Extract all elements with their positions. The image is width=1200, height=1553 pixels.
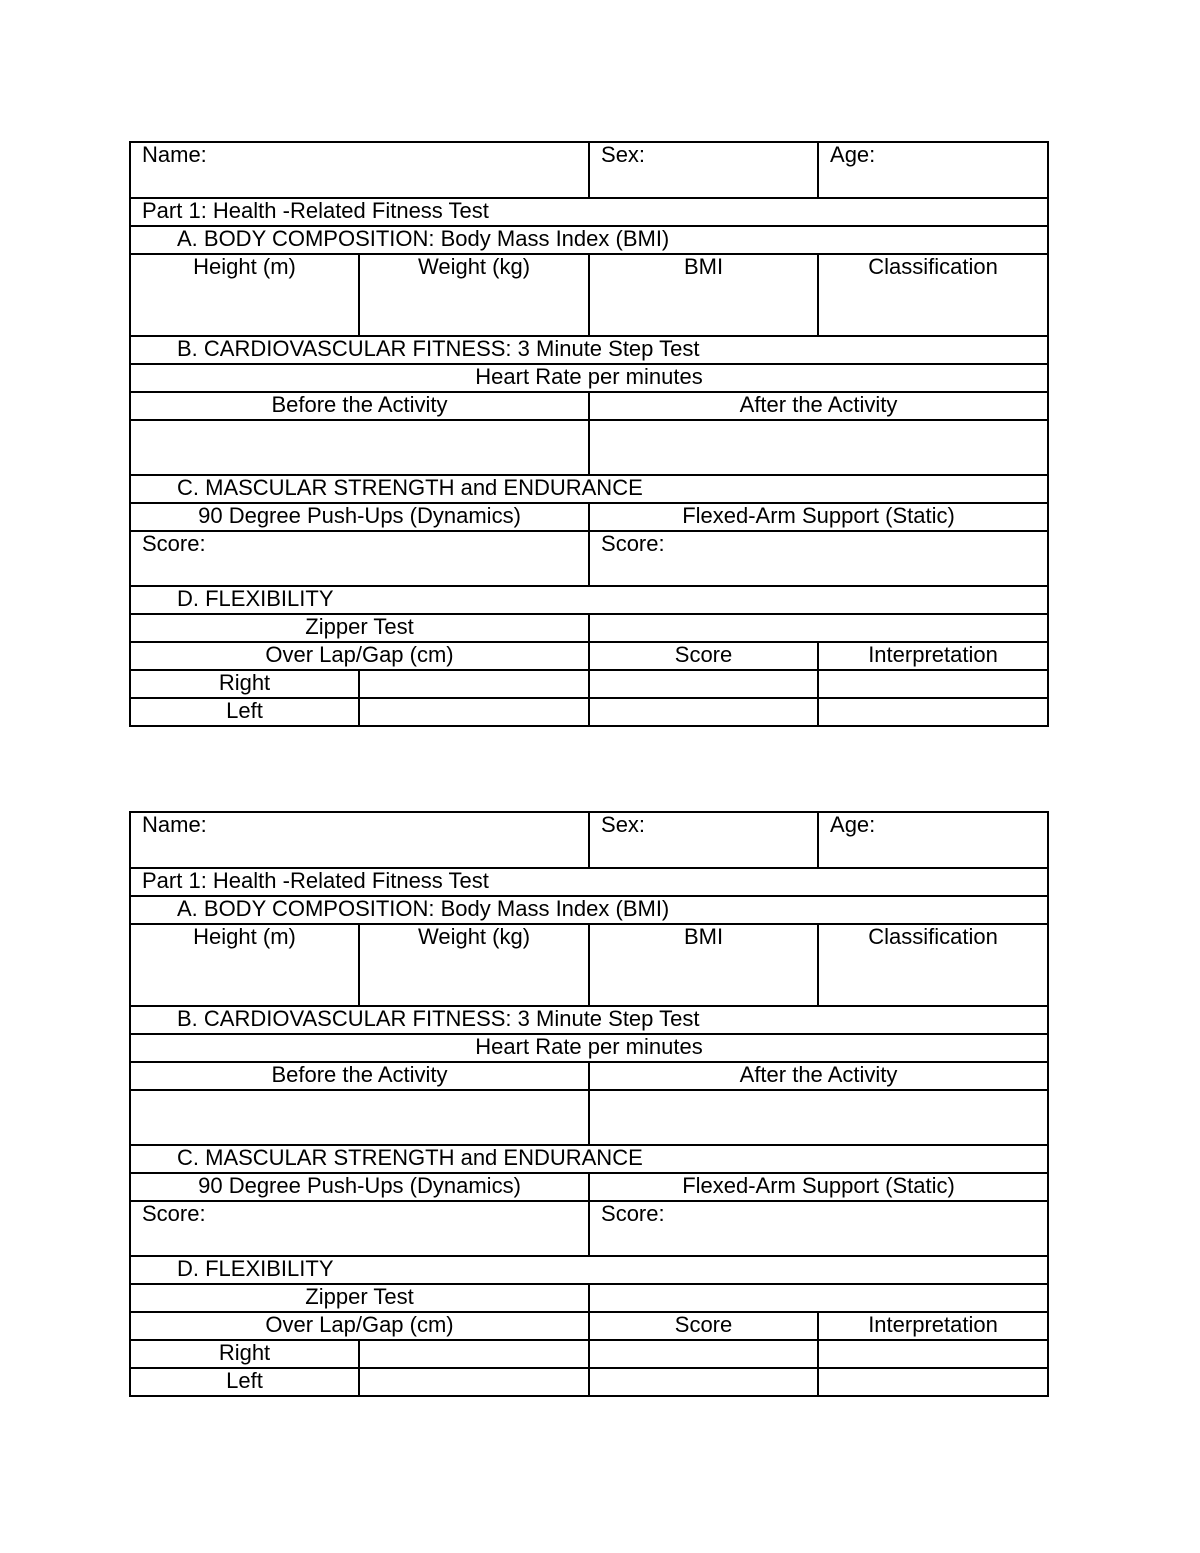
after-activity-input[interactable] xyxy=(589,420,1048,475)
pushups-score-field[interactable] xyxy=(130,531,589,586)
classification-cell[interactable] xyxy=(818,254,1048,336)
weight-label: Weight (kg) xyxy=(417,254,531,279)
fitness-form-2 xyxy=(129,811,1049,1397)
name-field[interactable] xyxy=(130,812,589,868)
name-label: Name: xyxy=(142,812,207,837)
section-a-title: A. BODY COMPOSITION: Body Mass Index (BMI) xyxy=(130,226,1048,254)
left-score-input[interactable] xyxy=(589,1368,818,1396)
zipper-test-heading: Zipper Test xyxy=(130,1284,589,1312)
before-activity-input[interactable] xyxy=(130,1090,589,1145)
weight-label: Weight (kg) xyxy=(417,924,531,949)
flexed-arm-heading: Flexed-Arm Support (Static) xyxy=(589,503,1048,531)
section-c-title: C. MASCULAR STRENGTH and ENDURANCE xyxy=(130,475,1048,503)
sex-field[interactable] xyxy=(589,142,818,198)
zipper-blank-cell xyxy=(589,1284,1048,1312)
bmi-row xyxy=(130,924,1048,1006)
age-field[interactable] xyxy=(818,142,1048,198)
heart-rate-heading: Heart Rate per minutes xyxy=(130,1034,1048,1062)
after-activity-heading: After the Activity xyxy=(589,1062,1048,1090)
classification-label: Classification xyxy=(868,924,998,949)
after-activity-input[interactable] xyxy=(589,1090,1048,1145)
bmi-label: BMI xyxy=(683,924,724,949)
section-b-title: B. CARDIOVASCULAR FITNESS: 3 Minute Step Test xyxy=(130,336,1048,364)
section-a-title: A. BODY COMPOSITION: Body Mass Index (BMI) xyxy=(130,896,1048,924)
classification-label: Classification xyxy=(868,254,998,279)
pushups-score-field[interactable] xyxy=(130,1201,589,1256)
flexed-arm-score-field[interactable] xyxy=(589,531,1048,586)
right-label: Right xyxy=(130,1340,359,1368)
right-interpretation-input[interactable] xyxy=(818,1340,1048,1368)
score-heading: Score xyxy=(589,642,818,670)
left-overlap-input[interactable] xyxy=(359,698,589,726)
bmi-label: BMI xyxy=(683,254,724,279)
right-overlap-input[interactable] xyxy=(359,1340,589,1368)
heart-rate-heading: Heart Rate per minutes xyxy=(130,364,1048,392)
weight-cell[interactable] xyxy=(359,924,589,1006)
score-label: Score: xyxy=(142,531,206,556)
name-field[interactable] xyxy=(130,142,589,198)
left-label: Left xyxy=(130,698,359,726)
left-interpretation-input[interactable] xyxy=(818,698,1048,726)
flexed-arm-score-field[interactable] xyxy=(589,1201,1048,1256)
height-label: Height (m) xyxy=(193,254,296,279)
zipper-blank-cell xyxy=(589,614,1048,642)
sex-field[interactable] xyxy=(589,812,818,868)
bmi-cell[interactable] xyxy=(589,924,818,1006)
before-activity-heading: Before the Activity xyxy=(130,1062,589,1090)
before-activity-input[interactable] xyxy=(130,420,589,475)
height-cell[interactable] xyxy=(130,924,359,1006)
left-overlap-input[interactable] xyxy=(359,1368,589,1396)
left-label: Left xyxy=(130,1368,359,1396)
pushups-heading: 90 Degree Push-Ups (Dynamics) xyxy=(130,503,589,531)
height-label: Height (m) xyxy=(193,924,296,949)
classification-cell[interactable] xyxy=(818,924,1048,1006)
overlap-heading: Over Lap/Gap (cm) xyxy=(130,642,589,670)
part-title: Part 1: Health -Related Fitness Test xyxy=(130,868,1048,896)
right-label: Right xyxy=(130,670,359,698)
bmi-cell[interactable] xyxy=(589,254,818,336)
after-activity-heading: After the Activity xyxy=(589,392,1048,420)
right-interpretation-input[interactable] xyxy=(818,670,1048,698)
fitness-form-1 xyxy=(129,141,1049,727)
identity-row xyxy=(130,812,1048,868)
age-label: Age: xyxy=(830,142,876,167)
name-label: Name: xyxy=(142,142,207,167)
bmi-row xyxy=(130,254,1048,336)
height-cell[interactable] xyxy=(130,254,359,336)
age-label: Age: xyxy=(830,812,876,837)
section-d-title: D. FLEXIBILITY xyxy=(130,586,1048,614)
interpretation-heading: Interpretation xyxy=(818,642,1048,670)
right-score-input[interactable] xyxy=(589,670,818,698)
weight-cell[interactable] xyxy=(359,254,589,336)
part-title: Part 1: Health -Related Fitness Test xyxy=(130,198,1048,226)
pushups-heading: 90 Degree Push-Ups (Dynamics) xyxy=(130,1173,589,1201)
sex-label: Sex: xyxy=(601,142,646,167)
section-c-title: C. MASCULAR STRENGTH and ENDURANCE xyxy=(130,1145,1048,1173)
zipper-test-heading: Zipper Test xyxy=(130,614,589,642)
flexed-arm-heading: Flexed-Arm Support (Static) xyxy=(589,1173,1048,1201)
score-label: Score: xyxy=(142,1201,206,1226)
section-d-title: D. FLEXIBILITY xyxy=(130,1256,1048,1284)
interpretation-heading: Interpretation xyxy=(818,1312,1048,1340)
right-score-input[interactable] xyxy=(589,1340,818,1368)
sex-label: Sex: xyxy=(601,812,646,837)
before-activity-heading: Before the Activity xyxy=(130,392,589,420)
overlap-heading: Over Lap/Gap (cm) xyxy=(130,1312,589,1340)
score-heading: Score xyxy=(589,1312,818,1340)
age-field[interactable] xyxy=(818,812,1048,868)
score-label: Score: xyxy=(601,1201,665,1226)
section-b-title: B. CARDIOVASCULAR FITNESS: 3 Minute Step Test xyxy=(130,1006,1048,1034)
score-label: Score: xyxy=(601,531,665,556)
identity-row xyxy=(130,142,1048,198)
left-score-input[interactable] xyxy=(589,698,818,726)
left-interpretation-input[interactable] xyxy=(818,1368,1048,1396)
right-overlap-input[interactable] xyxy=(359,670,589,698)
